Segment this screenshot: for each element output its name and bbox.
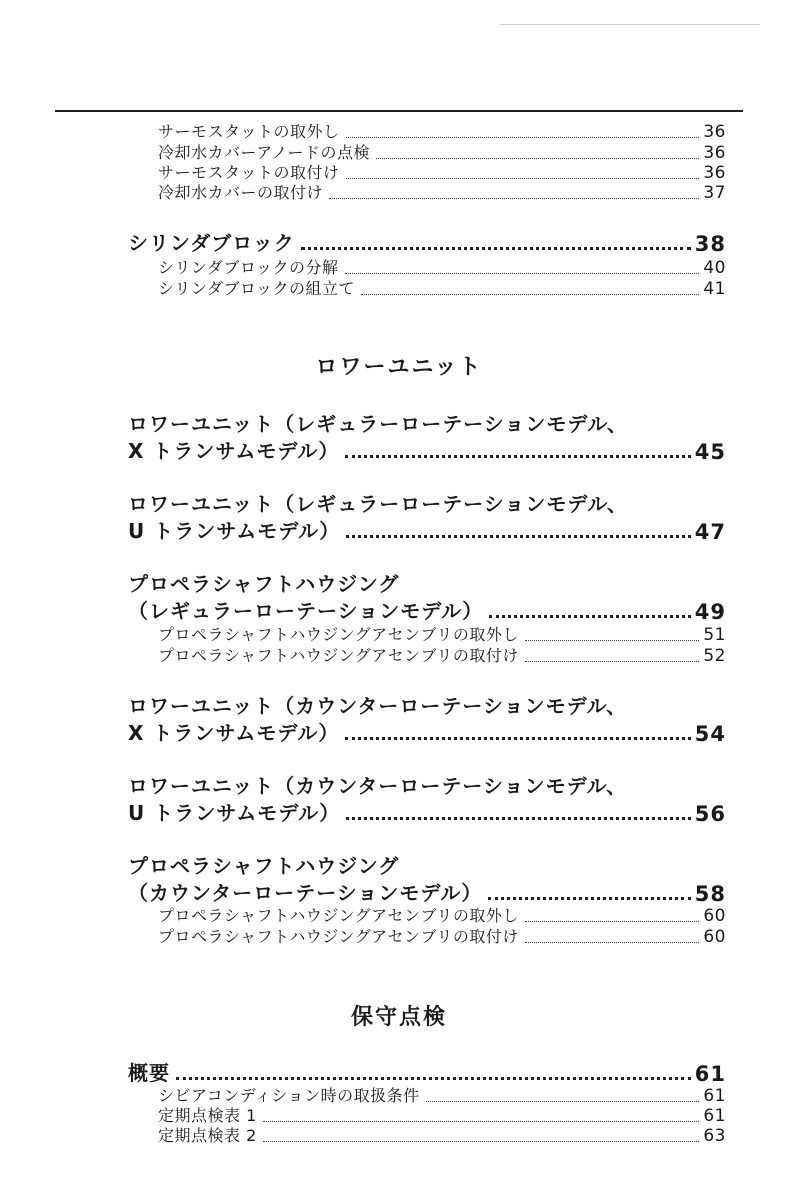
toc-page-number: 36 bbox=[703, 143, 726, 163]
dot-leader bbox=[376, 158, 699, 159]
toc-entry[interactable] bbox=[128, 798, 726, 826]
toc-subentry[interactable] bbox=[158, 258, 726, 278]
toc-entry-label: （レギュラーローテーションモデル） bbox=[128, 599, 484, 623]
toc-entry-line1[interactable]: プロペラシャフトハウジング bbox=[128, 572, 400, 596]
toc-page-number: 45 bbox=[694, 440, 726, 464]
toc-entry[interactable] bbox=[128, 436, 726, 464]
toc-page-number: 49 bbox=[694, 600, 726, 624]
toc-subentry[interactable] bbox=[158, 906, 726, 926]
scan-artifact-line bbox=[500, 24, 760, 25]
toc-subentry-label: 定期点検表 2 bbox=[158, 1126, 257, 1145]
toc-subentry-label: 冷却水カバーの取付け bbox=[158, 183, 324, 202]
dot-leader bbox=[426, 1101, 700, 1102]
toc-subentry[interactable] bbox=[158, 927, 726, 947]
toc-page-number: 61 bbox=[694, 1062, 726, 1086]
toc-entry-label: X トランサムモデル） bbox=[128, 721, 340, 745]
toc-entry-cylinder-block[interactable] bbox=[128, 228, 726, 256]
toc-entry-label: X トランサムモデル） bbox=[128, 439, 340, 463]
toc-page-number: 63 bbox=[703, 1126, 726, 1146]
toc-page-number: 51 bbox=[703, 625, 726, 645]
toc-subentry[interactable] bbox=[158, 122, 726, 142]
dot-leader bbox=[361, 294, 699, 295]
section-title-lower-unit: ロワーユニット bbox=[315, 355, 483, 380]
toc-entry-label: U トランサムモデル） bbox=[128, 801, 341, 825]
toc-subentry-label: プロペラシャフトハウジングアセンブリの取付け bbox=[158, 927, 519, 946]
dot-leader bbox=[301, 247, 691, 250]
dot-leader bbox=[345, 737, 690, 740]
dot-leader bbox=[525, 942, 700, 943]
dot-leader bbox=[525, 640, 700, 641]
toc-page-number: 36 bbox=[703, 122, 726, 142]
toc-subentry-label: シビアコンディション時の取扱条件 bbox=[158, 1086, 420, 1105]
toc-entry-label: （カウンターローテーションモデル） bbox=[128, 881, 483, 905]
dot-leader bbox=[346, 178, 700, 179]
toc-subentry-label: プロペラシャフトハウジングアセンブリの取外し bbox=[158, 625, 519, 644]
toc-page-number: 52 bbox=[703, 646, 726, 666]
dot-leader bbox=[489, 615, 691, 618]
toc-entry-label: 概要 bbox=[128, 1061, 170, 1085]
toc-entry-overview[interactable] bbox=[128, 1058, 726, 1086]
toc-subentry-label: 冷却水カバーアノードの点検 bbox=[158, 143, 370, 162]
toc-page-number: 37 bbox=[703, 183, 726, 203]
toc-subentry-label: プロペラシャフトハウジングアセンブリの取外し bbox=[158, 906, 519, 925]
toc-entry[interactable] bbox=[128, 596, 726, 624]
header-rule bbox=[55, 110, 743, 112]
dot-leader bbox=[263, 1141, 700, 1142]
toc-subentry[interactable] bbox=[158, 279, 726, 299]
toc-entry-line1[interactable]: ロワーユニット（カウンターローテーションモデル、 bbox=[128, 774, 627, 798]
section-title-maintenance: 保守点検 bbox=[350, 1005, 447, 1030]
toc-subentry-label: 定期点検表 1 bbox=[158, 1106, 257, 1125]
toc-page-number: 60 bbox=[703, 927, 726, 947]
toc-page-number: 54 bbox=[694, 722, 726, 746]
toc-entry-line1[interactable]: ロワーユニット（レギュラーローテーションモデル、 bbox=[128, 492, 628, 516]
toc-subentry-label: シリンダブロックの分解 bbox=[158, 258, 339, 277]
toc-entry-line1[interactable]: ロワーユニット（レギュラーローテーションモデル、 bbox=[128, 412, 628, 436]
toc-subentry-label: サーモスタットの取付け bbox=[158, 163, 340, 182]
toc-entry-line1[interactable]: ロワーユニット（カウンターローテーションモデル、 bbox=[128, 694, 627, 718]
dot-leader bbox=[345, 455, 690, 458]
toc-entry-label: シリンダブロック bbox=[128, 231, 295, 255]
dot-leader bbox=[488, 897, 690, 900]
toc-subentry[interactable] bbox=[158, 625, 726, 645]
toc-entry[interactable] bbox=[128, 878, 726, 906]
toc-entry-label: U トランサムモデル） bbox=[128, 519, 341, 543]
toc-page-number: 36 bbox=[703, 163, 726, 183]
dot-leader bbox=[525, 661, 700, 662]
toc-page-number: 61 bbox=[703, 1086, 726, 1106]
toc-subentry[interactable] bbox=[158, 183, 726, 203]
toc-subentry[interactable] bbox=[158, 1126, 726, 1146]
toc-page-number: 60 bbox=[703, 906, 726, 926]
toc-subentry-label: シリンダブロックの組立て bbox=[158, 279, 356, 298]
dot-leader bbox=[345, 273, 700, 274]
toc-page-number: 38 bbox=[694, 232, 726, 256]
toc-entry-line1[interactable]: プロペラシャフトハウジング bbox=[128, 854, 400, 878]
toc-subentry-label: プロペラシャフトハウジングアセンブリの取付け bbox=[158, 646, 519, 665]
toc-page-number: 61 bbox=[703, 1106, 726, 1126]
toc-page-number: 56 bbox=[694, 802, 726, 826]
toc-page-number: 40 bbox=[703, 258, 726, 278]
toc-page-number: 41 bbox=[703, 279, 726, 299]
toc-page-number: 58 bbox=[694, 882, 726, 906]
dot-leader bbox=[176, 1077, 691, 1080]
toc-entry[interactable] bbox=[128, 516, 726, 544]
dot-leader bbox=[346, 817, 691, 820]
dot-leader bbox=[329, 198, 699, 199]
dot-leader bbox=[263, 1121, 700, 1122]
toc-entry[interactable] bbox=[128, 718, 726, 746]
dot-leader bbox=[346, 137, 700, 138]
dot-leader bbox=[525, 921, 700, 922]
dot-leader bbox=[346, 535, 691, 538]
toc-subentry-label: サーモスタットの取外し bbox=[158, 122, 340, 141]
toc-page-number: 47 bbox=[694, 520, 726, 544]
toc-subentry[interactable] bbox=[158, 646, 726, 666]
